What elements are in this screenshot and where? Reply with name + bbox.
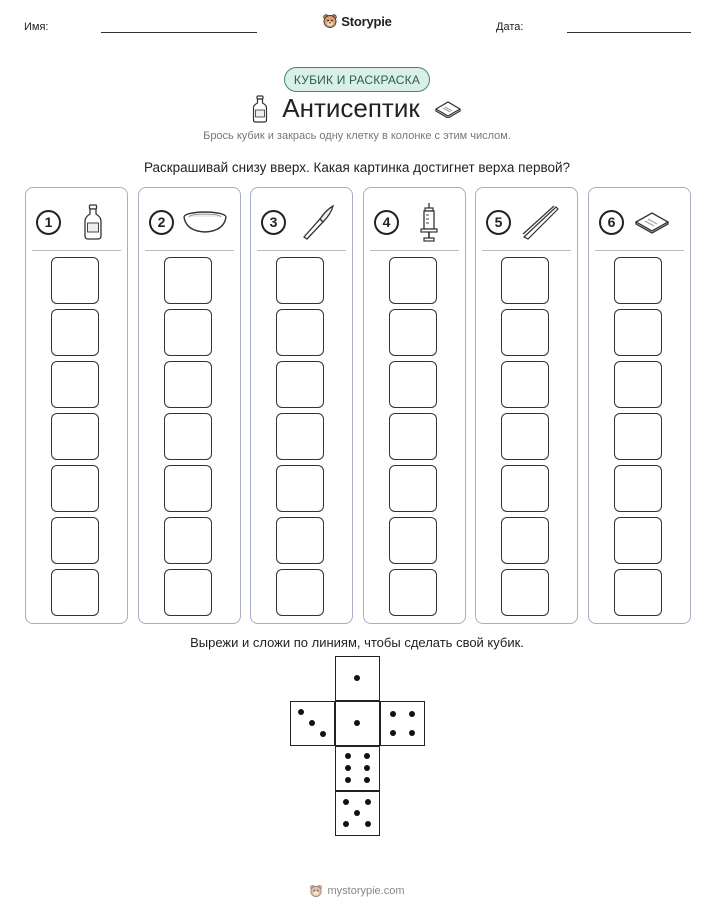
color-cell[interactable] — [164, 361, 212, 408]
color-cell[interactable] — [614, 413, 662, 460]
color-cell[interactable] — [501, 309, 549, 356]
dice-face-4 — [380, 701, 425, 746]
column-3 — [250, 187, 353, 624]
color-cell[interactable] — [164, 465, 212, 512]
cell-stack — [276, 257, 324, 621]
dice-pip — [409, 711, 415, 717]
column-header — [261, 202, 346, 242]
color-cell[interactable] — [389, 465, 437, 512]
color-cell[interactable] — [614, 569, 662, 616]
color-cell[interactable] — [164, 413, 212, 460]
brand-logo — [0, 13, 714, 29]
column-2 — [138, 187, 241, 624]
dice-pip — [345, 765, 351, 771]
cell-stack — [614, 257, 662, 621]
scalpel-icon — [300, 204, 336, 240]
tweezers-icon — [521, 204, 561, 240]
color-cell[interactable] — [51, 257, 99, 304]
column-header — [149, 202, 234, 242]
color-cell[interactable] — [164, 569, 212, 616]
column-number: 6 — [599, 210, 624, 235]
column-header — [486, 202, 571, 242]
dice-pip — [390, 730, 396, 736]
color-cell[interactable] — [614, 257, 662, 304]
dice-pip — [390, 711, 396, 717]
color-cell[interactable] — [276, 309, 324, 356]
activity-badge: КУБИК И РАСКРАСКА — [284, 67, 430, 92]
dice-face-3 — [290, 701, 335, 746]
subtitle: Брось кубик и закрась одну клетку в колонке с этим числом. — [203, 130, 511, 142]
column-4 — [363, 187, 466, 624]
color-cell[interactable] — [51, 465, 99, 512]
bottle-icon — [83, 204, 103, 240]
date-line[interactable] — [567, 32, 691, 33]
gauze-icon — [434, 100, 462, 118]
bowl-icon — [182, 209, 228, 235]
dice-face-6 — [335, 746, 380, 791]
dice-net — [290, 656, 425, 836]
color-cell[interactable] — [614, 517, 662, 564]
color-cell[interactable] — [276, 465, 324, 512]
color-cell[interactable] — [51, 361, 99, 408]
column-number: 2 — [149, 210, 174, 235]
dice-pip — [320, 731, 326, 737]
color-cell[interactable] — [501, 413, 549, 460]
color-cell[interactable] — [501, 361, 549, 408]
dice-pip — [343, 799, 349, 805]
dice-face-5 — [335, 791, 380, 836]
color-cell[interactable] — [51, 413, 99, 460]
color-cell[interactable] — [389, 413, 437, 460]
color-cell[interactable] — [389, 569, 437, 616]
color-cell[interactable] — [51, 517, 99, 564]
color-cell[interactable] — [614, 361, 662, 408]
column-1 — [25, 187, 128, 624]
column-number: 3 — [261, 210, 286, 235]
footer — [0, 884, 714, 898]
dice-pip — [364, 777, 370, 783]
dice-pip — [345, 777, 351, 783]
color-cell[interactable] — [501, 257, 549, 304]
color-cell[interactable] — [164, 517, 212, 564]
dice-pip — [354, 720, 360, 726]
bottle-icon — [252, 95, 268, 123]
cell-stack — [389, 257, 437, 621]
color-cell[interactable] — [276, 517, 324, 564]
bear-mascot-icon — [309, 884, 323, 898]
color-cell[interactable] — [501, 517, 549, 564]
name-line[interactable] — [101, 32, 257, 33]
color-cell[interactable] — [614, 465, 662, 512]
color-cell[interactable] — [276, 413, 324, 460]
column-number: 1 — [36, 210, 61, 235]
dice-pip — [309, 720, 315, 726]
dice-face-1 — [335, 656, 380, 701]
dice-pip — [354, 810, 360, 816]
column-number: 5 — [486, 210, 511, 235]
column-header — [374, 202, 459, 242]
color-cell[interactable] — [51, 309, 99, 356]
color-cell[interactable] — [51, 569, 99, 616]
title-row — [0, 93, 714, 124]
cut-instruction: Вырежи и сложи по линиям, чтобы сделать свой кубик. — [190, 635, 524, 650]
color-cell[interactable] — [389, 257, 437, 304]
date-label: Дата: — [496, 21, 524, 33]
color-cell[interactable] — [614, 309, 662, 356]
color-cell[interactable] — [389, 361, 437, 408]
dice-pip — [364, 765, 370, 771]
instruction: Раскрашивай снизу вверх. Какая картинка достигнет верха первой? — [143, 160, 571, 175]
color-cell[interactable] — [501, 569, 549, 616]
syringe-icon — [419, 202, 439, 242]
dice-face-1 — [335, 701, 380, 746]
dice-pip — [409, 730, 415, 736]
dice-pip — [345, 753, 351, 759]
column-header — [599, 202, 684, 242]
brand-name: Storypie — [341, 13, 392, 29]
name-label: Имя: — [24, 21, 49, 33]
color-cell[interactable] — [276, 361, 324, 408]
color-cell[interactable] — [164, 257, 212, 304]
column-header — [36, 202, 121, 242]
color-cell[interactable] — [164, 309, 212, 356]
dice-pip — [365, 799, 371, 805]
gauze-icon — [634, 210, 670, 234]
color-cell[interactable] — [389, 309, 437, 356]
color-cell[interactable] — [389, 517, 437, 564]
color-cell[interactable] — [501, 465, 549, 512]
column-6 — [588, 187, 691, 624]
dice-pip — [298, 709, 304, 715]
cell-stack — [164, 257, 212, 621]
dice-pip — [364, 753, 370, 759]
dice-pip — [365, 821, 371, 827]
color-cell[interactable] — [276, 569, 324, 616]
footer-url: mystorypie.com — [327, 885, 405, 897]
cell-stack — [51, 257, 99, 621]
dice-pip — [354, 675, 360, 681]
bear-mascot-icon — [322, 13, 338, 29]
column-number: 4 — [374, 210, 399, 235]
color-cell[interactable] — [276, 257, 324, 304]
column-5 — [475, 187, 578, 624]
page-title: Антисептик — [282, 93, 420, 123]
dice-pip — [343, 821, 349, 827]
cell-stack — [501, 257, 549, 621]
